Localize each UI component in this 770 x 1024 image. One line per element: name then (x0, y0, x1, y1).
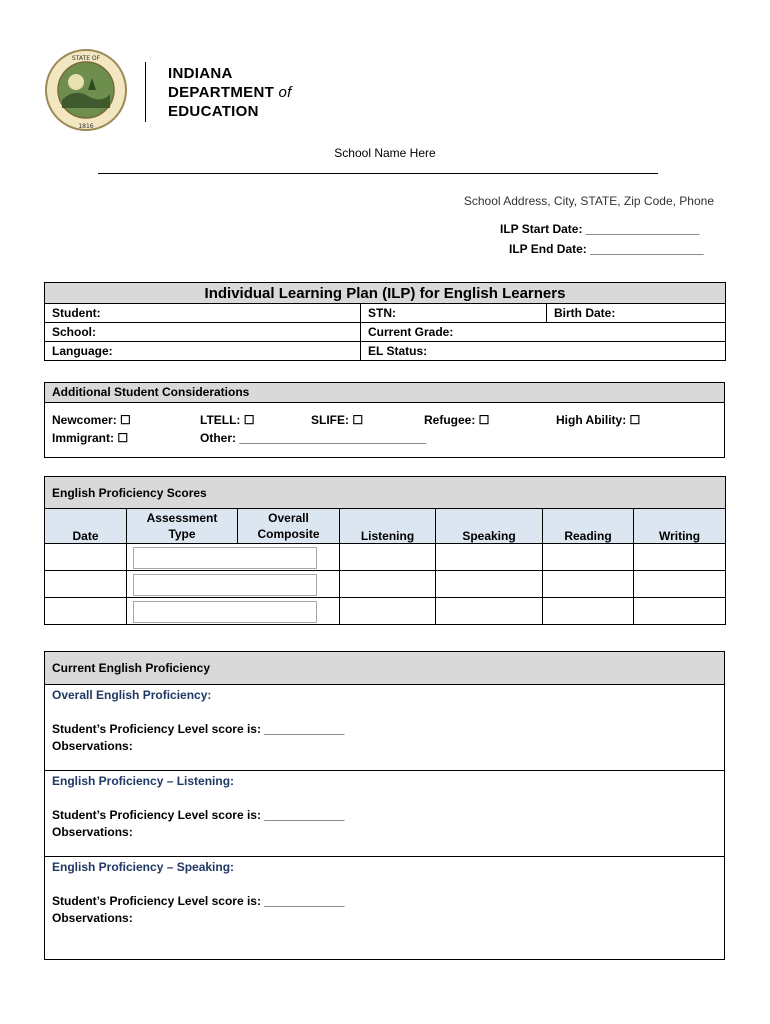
col-date: Date (45, 509, 127, 544)
immigrant-checkbox[interactable]: Immigrant: ☐ (52, 431, 129, 445)
department-logo-text (168, 64, 292, 121)
col-overall-line2: Composite (257, 527, 320, 541)
school-field[interactable]: School: (45, 323, 361, 342)
score-cell[interactable] (634, 544, 726, 571)
state-seal-logo (44, 48, 128, 132)
ilp-title: Individual Learning Plan (ILP) for English Learners (45, 283, 726, 304)
slife-checkbox[interactable]: SLIFE: ☐ (311, 413, 364, 427)
assessment-dropdown[interactable] (133, 601, 317, 623)
language-field[interactable]: Language: (45, 342, 361, 361)
current-proficiency-box (44, 651, 725, 960)
considerations-box (44, 382, 725, 458)
col-assessment-line1: Assessment (146, 511, 218, 525)
student-field[interactable]: Student: (45, 304, 361, 323)
current-grade-field[interactable]: Current Grade: (361, 323, 726, 342)
header-rule (98, 173, 658, 174)
birth-date-field[interactable]: Birth Date: (547, 304, 726, 323)
ilp-info-table (44, 282, 726, 361)
col-overall-composite (238, 509, 340, 544)
stn-field[interactable]: STN: (361, 304, 547, 323)
score-cell[interactable] (340, 571, 436, 598)
ilp-start-date[interactable]: ILP Start Date: _________________ (500, 222, 700, 236)
col-assessment-type (127, 509, 238, 544)
proficiency-section-overall (45, 685, 724, 771)
svg-text:1816: 1816 (78, 123, 94, 130)
ltell-checkbox[interactable]: LTELL: ☐ (200, 413, 255, 427)
col-speaking: Speaking (436, 509, 543, 544)
col-reading: Reading (543, 509, 634, 544)
score-cell[interactable] (543, 544, 634, 571)
high-ability-checkbox[interactable]: High Ability: ☐ (556, 413, 641, 427)
col-assessment-line2: Type (168, 527, 196, 541)
observations-label: Observations: (52, 911, 133, 925)
logo-line-of: of (278, 84, 292, 101)
logo-line-department: DEPARTMENT (168, 84, 275, 101)
observations-label: Observations: (52, 825, 133, 839)
proficiency-score-field[interactable]: Student’s Proficiency Level score is: ____________ (52, 808, 345, 822)
score-cell[interactable] (436, 571, 543, 598)
score-cell[interactable] (45, 544, 127, 571)
considerations-title: Additional Student Considerations (45, 383, 724, 403)
score-cell[interactable] (436, 544, 543, 571)
col-writing: Writing (634, 509, 726, 544)
score-cell[interactable] (45, 571, 127, 598)
el-status-field[interactable]: EL Status: (361, 342, 726, 361)
proficiency-section-speaking (45, 857, 724, 957)
logo-line-education: EDUCATION (168, 103, 259, 120)
score-cell[interactable] (634, 598, 726, 625)
proficiency-section-listening (45, 771, 724, 857)
proficiency-score-field[interactable]: Student’s Proficiency Level score is: ____________ (52, 894, 345, 908)
current-proficiency-title: Current English Proficiency (45, 652, 724, 685)
other-field[interactable]: Other: ____________________________ (200, 431, 427, 445)
svg-text:STATE OF: STATE OF (71, 55, 101, 62)
score-cell[interactable] (543, 598, 634, 625)
section-heading: English Proficiency – Speaking: (52, 860, 235, 874)
ilp-end-date[interactable]: ILP End Date: _________________ (509, 242, 704, 256)
score-cell[interactable] (436, 598, 543, 625)
assessment-dropdown[interactable] (133, 547, 317, 569)
school-address: School Address, City, STATE, Zip Code, Phone (463, 194, 714, 208)
newcomer-checkbox[interactable]: Newcomer: ☐ (52, 413, 131, 427)
refugee-checkbox[interactable]: Refugee: ☐ (424, 413, 490, 427)
score-cell[interactable] (45, 598, 127, 625)
col-overall-line1: Overall (268, 511, 309, 525)
section-heading: Overall English Proficiency: (52, 688, 212, 702)
logo-line-indiana: INDIANA (168, 65, 233, 82)
section-heading: English Proficiency – Listening: (52, 774, 235, 788)
assessment-dropdown[interactable] (133, 574, 317, 596)
scores-title: English Proficiency Scores (45, 477, 726, 509)
score-cell[interactable] (634, 571, 726, 598)
logo-divider (145, 62, 146, 122)
school-name: School Name Here (334, 146, 436, 160)
observations-label: Observations: (52, 739, 133, 753)
col-listening: Listening (340, 509, 436, 544)
score-cell[interactable] (543, 571, 634, 598)
proficiency-score-field[interactable]: Student’s Proficiency Level score is: ____________ (52, 722, 345, 736)
score-cell[interactable] (340, 544, 436, 571)
score-cell[interactable] (340, 598, 436, 625)
